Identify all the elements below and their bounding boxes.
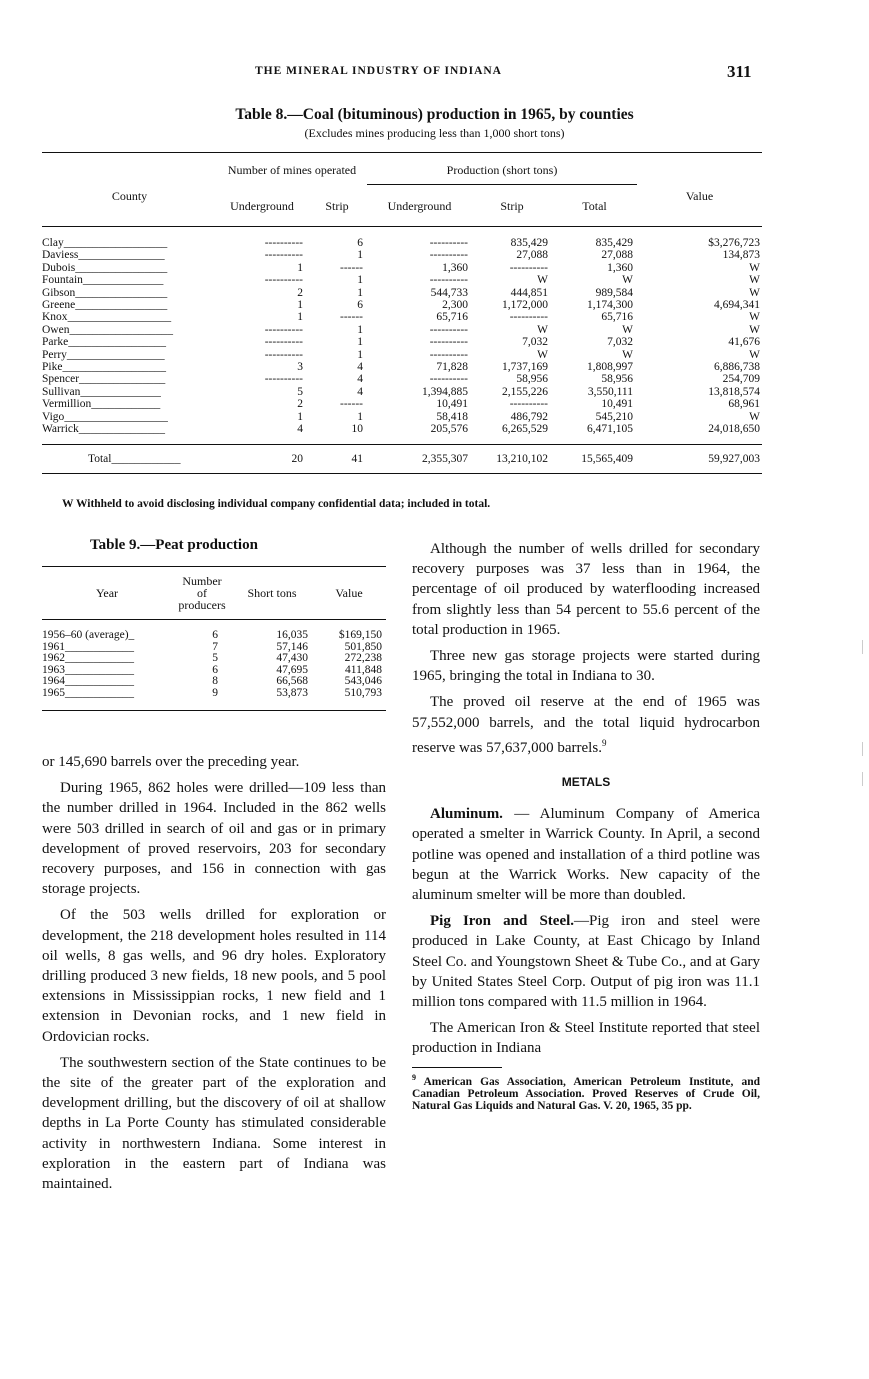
county-name: Vermillion____________ (42, 398, 161, 411)
table-cell: ---------- (264, 249, 303, 262)
table-row (42, 398, 762, 410)
table-cell: 1,394,885 (422, 385, 468, 398)
table-cell: W (537, 348, 548, 361)
col-county: County (111, 188, 148, 203)
table-cell: ---------- (429, 348, 468, 361)
table-row (42, 423, 762, 435)
table-cell: 1,360 (442, 261, 468, 274)
table-cell: W (749, 348, 760, 361)
year-cell: 1965____________ (42, 686, 134, 699)
table-cell: W (749, 311, 760, 324)
table-cell: 41,676 (728, 336, 760, 349)
county-name: Daviess_______________ (42, 249, 165, 262)
table-cell: 1 (297, 299, 303, 312)
table-row (42, 299, 762, 311)
margin-mark (862, 640, 863, 654)
table-cell: 1,172,000 (502, 299, 548, 312)
table-cell: ---------- (429, 336, 468, 349)
total-cell: 15,565,409 (581, 452, 633, 465)
county-name: Dubois________________ (42, 261, 168, 274)
table-cell: 2 (297, 398, 303, 411)
table-cell: 5 (212, 652, 218, 665)
table-cell: W (622, 348, 633, 361)
table-row (42, 324, 762, 336)
table-cell: 1 (297, 261, 303, 274)
section-heading-metals: METALS (561, 775, 611, 790)
t9-col-short-tons: Short tons (247, 585, 297, 600)
table-cell: W (749, 274, 760, 287)
table-cell: 4 (357, 385, 363, 398)
table-cell: 272,238 (344, 652, 382, 665)
table-cell: 989,584 (595, 286, 633, 299)
footnote: $^9$ American Gas Association, American Petroleum Institute, and Canadian Petroleum Association. Proved Reserves of Crude Oil, Natural Gas Liquids and Natural Gas. V. 20, 1965, 35 pp. (412, 1072, 760, 1113)
table-total-row (42, 444, 762, 473)
table-cell: W (537, 323, 548, 336)
table-cell: 5 (297, 385, 303, 398)
col-mines-strip: Strip (325, 198, 349, 213)
table-cell: 3,550,111 (587, 385, 633, 398)
year-cell: 1963____________ (42, 663, 134, 676)
total-cell: 20 (291, 452, 303, 465)
margin-mark (862, 742, 863, 756)
table-cell: 3 (297, 361, 303, 374)
table-cell: 835,429 (595, 237, 633, 249)
table-cell: ---------- (509, 398, 548, 411)
table-cell: W (537, 274, 548, 287)
table-cell: 6 (357, 237, 363, 249)
table-cell: 68,961 (728, 398, 760, 411)
table-cell: 1 (357, 336, 363, 349)
year-cell: 1962____________ (42, 652, 134, 665)
table-cell: 543,046 (344, 675, 382, 688)
table-cell: 2,155,226 (502, 385, 548, 398)
t9-col-value: Value (335, 585, 363, 600)
table-cell: ---------- (429, 323, 468, 336)
table-row (42, 287, 762, 299)
table-cell: W (749, 286, 760, 299)
col-prod-underground: Underground (387, 199, 452, 213)
table-cell: 24,018,650 (708, 423, 760, 436)
table-cell: 71,828 (436, 361, 468, 374)
table-row (42, 349, 762, 361)
table-cell: 57,146 (276, 640, 308, 653)
table-cell: W (749, 323, 760, 336)
table-cell: 6 (212, 629, 218, 641)
table-cell: 544,733 (430, 286, 468, 299)
table-cell: 10,491 (436, 398, 468, 411)
table-cell: 205,576 (430, 423, 468, 436)
table-cell: 47,695 (276, 663, 308, 676)
table-cell: 8 (212, 675, 218, 688)
total-label: Total____________ (88, 452, 181, 465)
table-cell: ------ (340, 311, 363, 324)
table-cell: W (622, 274, 633, 287)
left-column-text (42, 752, 386, 1194)
table-cell: 1 (357, 286, 363, 299)
county-name: Clay__________________ (42, 237, 168, 249)
table-row (42, 361, 762, 373)
table8-subtitle: (Excludes mines producing less than 1,000 short tons) (304, 126, 565, 140)
table-cell: ---------- (429, 373, 468, 386)
table-row (42, 411, 762, 423)
table-cell: 134,873 (722, 249, 760, 262)
table-cell: $3,276,723 (708, 237, 760, 249)
t9-col-producers: Number of producers (178, 574, 226, 612)
table-cell: W (622, 323, 633, 336)
table8-title: Table 8.—Coal (bituminous) production in 1965, by counties (235, 106, 634, 123)
col-prod-strip: Strip (500, 199, 524, 213)
table-cell: 1 (297, 410, 303, 423)
table-cell: ---------- (429, 249, 468, 262)
table-cell: 1 (297, 311, 303, 324)
page-header (0, 62, 869, 84)
table-cell: 9 (212, 686, 218, 699)
table-cell: 6,265,529 (502, 423, 548, 436)
table-cell: ---------- (264, 348, 303, 361)
county-name: Pike__________________ (42, 361, 166, 374)
table-cell: 2 (297, 286, 303, 299)
table-cell: 1,737,169 (502, 361, 548, 374)
table-cell: 53,873 (276, 686, 308, 699)
table-cell: 65,716 (436, 311, 468, 324)
table-cell: 6 (357, 299, 363, 312)
table8-note: W Withheld to avoid disclosing individual company confidential data; included in total. (62, 498, 491, 510)
table-cell: 58,418 (436, 410, 468, 423)
table-cell: 835,429 (510, 237, 548, 249)
table-cell: 510,793 (344, 686, 382, 699)
table-cell: 1 (357, 323, 363, 336)
county-name: Fountain______________ (42, 274, 164, 287)
table-cell: 501,850 (344, 640, 382, 653)
table-cell: 6,471,105 (587, 423, 633, 436)
peat-production-table (42, 566, 386, 712)
table-cell: ---------- (264, 237, 303, 249)
table-cell: 1,808,997 (587, 361, 633, 374)
county-name: Vigo__________________ (42, 410, 168, 423)
table-cell: 6 (212, 663, 218, 676)
table-cell: 7,032 (522, 336, 548, 349)
table-cell: 545,210 (595, 410, 633, 423)
county-name: Parke_________________ (42, 336, 166, 349)
table-cell: ---------- (264, 336, 303, 349)
paragraph: The proved oil reserve at the end of 1965 was 57,552,000 barrels, and the total liquid hydrocarbon reserve was 57,637,000 barrels.$^9$ (412, 694, 760, 756)
county-name: Owen__________________ (42, 323, 173, 336)
table-cell: 1 (357, 274, 363, 287)
county-name: Perry_________________ (42, 348, 165, 361)
table-cell: $169,150 (338, 629, 382, 641)
county-name: Knox__________________ (42, 311, 172, 324)
table-cell: 411,848 (345, 663, 382, 676)
paragraph: The southwestern section of the State continues to be the site of the greater part of the exploration and development drilling, but the discovery of oil at shallow depths in La Porte County has stimulated considerable activity in northwestern Indiana. Some interest in exploration in the eastern part of Indiana was maintained. (42, 1054, 386, 1193)
table-cell: 4,694,341 (714, 299, 760, 312)
county-name: Sullivan______________ (42, 385, 161, 398)
table-cell: 2,300 (442, 299, 468, 312)
paragraph-pig-iron: Pig Iron and Steel.—Pig iron and steel were produced in Lake County, at East Chicago by Inland Steel Co. and Youngstown Sheet & Tube Co., and at Gary by United States Steel Corp. Output of pig iron was 11.1 million tons compared with 11.5 million in 1964. (412, 913, 760, 1011)
table-cell: 486,792 (510, 410, 548, 423)
total-cell: 2,355,307 (422, 452, 468, 465)
table-cell: ---------- (264, 373, 303, 386)
col-total: Total (582, 199, 607, 213)
year-cell: 1964____________ (42, 675, 134, 688)
table-cell: ---------- (429, 237, 468, 249)
page-number: 311 (727, 62, 752, 81)
table-cell: 66,568 (276, 675, 308, 688)
paragraph: or 145,690 barrels over the preceding year. (42, 754, 300, 770)
paragraph: During 1965, 862 holes were drilled—109 less than the number drilled in 1964. Included in the 862 wells were 503 drilled in search of oil and gas or in primary development of proved reservoirs, 203 for secondary recovery purposes, and 156 in connection with gas storage projects. (42, 780, 386, 898)
table-cell: 7,032 (607, 336, 633, 349)
margin-mark (862, 772, 863, 786)
table-cell: 6,886,738 (714, 361, 760, 374)
t9-col-year: Year (95, 585, 119, 600)
table-cell: 65,716 (601, 311, 633, 324)
table-cell: 10 (351, 423, 363, 436)
table-row (42, 688, 386, 700)
col-value: Value (685, 188, 714, 203)
table-row (42, 386, 762, 398)
table-cell: 254,709 (722, 373, 760, 386)
right-column-text (412, 539, 760, 1113)
table-cell: 7 (212, 640, 218, 653)
table-row (42, 311, 762, 323)
total-cell: 41 (351, 452, 363, 465)
table-cell: W (749, 410, 760, 423)
table-cell: 27,088 (601, 249, 633, 262)
paragraph: Although the number of wells drilled for secondary recovery purposes was 37 less than in 1964, the percentage of oil produced by waterflooding increased from slightly less than 54 percent to 55.6 percent of the total production in 1965. (412, 541, 760, 638)
table-cell: 1 (357, 348, 363, 361)
table-cell: 1,174,300 (587, 299, 633, 312)
coal-production-table (42, 152, 762, 474)
table-cell: 27,088 (516, 249, 548, 262)
table-row (42, 249, 762, 261)
table-row (42, 274, 762, 286)
table-cell: 4 (297, 423, 303, 436)
table-cell: 13,818,574 (708, 385, 760, 398)
table-cell: 4 (357, 361, 363, 374)
county-name: Spencer_______________ (42, 373, 166, 386)
table-cell: 58,956 (516, 373, 548, 386)
total-cell: 59,927,003 (708, 452, 760, 465)
table-cell: 4 (357, 373, 363, 386)
table-cell: ---------- (429, 274, 468, 287)
paragraph-aluminum: Aluminum. — Aluminum Company of America operated a smelter in Warrick County. In April, a second potline was opened and installation of a third potline was begun at the Warrick Works. New capacity of the aluminum smelter will be more than doubled. (412, 806, 760, 904)
table-cell: 10,491 (601, 398, 633, 411)
footnote-divider (412, 1067, 502, 1068)
table-cell: ---------- (264, 323, 303, 336)
running-title: THE MINERAL INDUSTRY OF INDIANA (255, 65, 502, 77)
table-cell: 1 (357, 410, 363, 423)
table-row (42, 373, 762, 385)
col-production-group: Production (short tons) (367, 153, 637, 185)
county-name: Greene________________ (42, 299, 168, 312)
table-cell: 1,360 (607, 261, 633, 274)
table-cell: W (749, 261, 760, 274)
table-cell: 58,956 (601, 373, 633, 386)
table-cell: 47,430 (276, 652, 308, 665)
paragraph: Three new gas storage projects were started during 1965, bringing the total in Indiana to 30. (412, 648, 760, 685)
paragraph: The American Iron & Steel Institute reported that steel production in Indiana (412, 1020, 760, 1057)
table-cell: ---------- (509, 261, 548, 274)
county-name: Warrick_______________ (42, 423, 165, 436)
table-cell: 1 (357, 249, 363, 262)
table-row (42, 336, 762, 348)
paragraph: Of the 503 wells drilled for exploration or development, the 218 development holes resulted in 114 oil wells, 8 gas wells, and 96 dry holes. Exploratory drilling produced 3 new fields, 18 new pools, and 5 pool extensions in Mississippian rocks, 1 new field and 1 extension in Devonian rocks, and 1 new field in Ordovician rocks. (42, 907, 386, 1045)
table-row (42, 237, 762, 249)
table-cell: ---------- (264, 274, 303, 287)
year-cell: 1961____________ (42, 640, 134, 653)
table-cell: ------ (340, 261, 363, 274)
col-mines-underground: Underground (230, 198, 294, 213)
table9-title: Table 9.—Peat production (90, 537, 258, 553)
table-cell: ---------- (509, 311, 548, 324)
year-cell: 1956–60 (average)_ (42, 629, 135, 641)
total-cell: 13,210,102 (496, 452, 548, 465)
table-cell: 16,035 (276, 629, 308, 641)
table-cell: 444,851 (510, 286, 548, 299)
table-row (42, 262, 762, 274)
county-name: Gibson________________ (42, 286, 168, 299)
table-cell: ------ (340, 398, 363, 411)
col-mines-group: Number of mines operated (227, 163, 357, 178)
